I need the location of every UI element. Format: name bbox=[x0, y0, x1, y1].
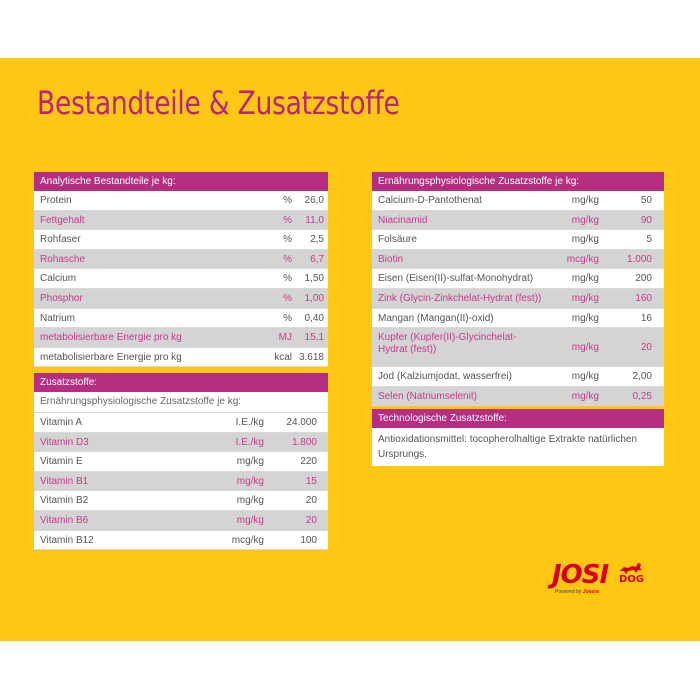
technological-additives-table bbox=[372, 409, 664, 466]
table-row bbox=[372, 387, 664, 407]
row-value: 26,0 bbox=[304, 195, 324, 206]
analytical-table-header: Analytische Bestandteile je kg: bbox=[34, 172, 328, 191]
row-unit: % bbox=[283, 234, 292, 246]
row-unit: mg/kg bbox=[236, 495, 264, 507]
logo-dog-text: DOG bbox=[619, 574, 645, 585]
table-row bbox=[34, 250, 328, 270]
row-name: Mangan (Mangan(II)-oxid) bbox=[378, 312, 494, 324]
table-row bbox=[372, 269, 664, 289]
row-unit: mg/kg bbox=[236, 475, 264, 487]
row-unit: % bbox=[283, 273, 292, 285]
row-name: Jod (Kalziumjodat, wasserfrei) bbox=[378, 371, 512, 383]
row-unit: mg/kg bbox=[571, 214, 599, 226]
row-name: Vitamin A bbox=[40, 417, 83, 428]
row-name: Folsäure bbox=[378, 234, 417, 246]
row-name: Calcium-D-Pantothenat bbox=[378, 195, 482, 206]
row-unit: mg/kg bbox=[571, 273, 599, 285]
table-row bbox=[372, 250, 664, 270]
table-row bbox=[372, 191, 664, 211]
row-name: Vitamin B1 bbox=[40, 475, 89, 487]
row-name: Vitamin E bbox=[40, 456, 83, 468]
table-row bbox=[34, 491, 328, 511]
technological-additives-text: Antioxidationsmittel: tocopherolhaltige Extrakte natürlichen Ursprungs. bbox=[372, 428, 664, 466]
row-value: 2,00 bbox=[632, 371, 652, 383]
additives-table bbox=[34, 373, 328, 550]
table-row bbox=[34, 230, 328, 250]
row-unit: I.E./kg bbox=[235, 417, 264, 428]
row-unit: mg/kg bbox=[236, 514, 264, 526]
row-name: Niacinamid bbox=[378, 214, 428, 226]
row-name: Vitamin B6 bbox=[40, 514, 89, 526]
row-name: Selen (Natriumselenit) bbox=[378, 390, 477, 402]
table-row bbox=[372, 367, 664, 387]
table-row bbox=[34, 348, 328, 368]
table-row bbox=[34, 472, 328, 492]
dog-silhouette-icon bbox=[618, 561, 644, 575]
row-unit: mg/kg bbox=[571, 390, 599, 402]
table-row bbox=[372, 328, 664, 367]
row-name: Rohasche bbox=[40, 253, 86, 265]
row-value: 11,0 bbox=[305, 214, 324, 226]
table-row bbox=[34, 452, 328, 472]
table-row bbox=[34, 191, 328, 211]
row-value: 1,00 bbox=[304, 292, 324, 304]
table-row bbox=[372, 230, 664, 250]
row-unit: % bbox=[283, 292, 292, 304]
row-value: 2,5 bbox=[310, 234, 324, 246]
row-value: 0,25 bbox=[632, 390, 652, 402]
row-unit: % bbox=[283, 195, 292, 206]
row-name: Zink (Glycin-Zinkchelat-Hydrat (fest)) bbox=[378, 292, 542, 304]
additives-table-subheader: Ernährungsphysiologische Zusatzstoffe je kg: bbox=[34, 392, 328, 413]
row-value: 20 bbox=[640, 342, 652, 354]
row-value: 20 bbox=[305, 495, 317, 507]
table-row bbox=[34, 433, 328, 453]
row-value: 90 bbox=[640, 214, 652, 226]
row-value: 1,50 bbox=[304, 273, 324, 285]
row-unit: mg/kg bbox=[571, 195, 599, 206]
row-unit: kcal bbox=[274, 351, 292, 363]
row-name: Protein bbox=[40, 195, 72, 206]
table-row bbox=[372, 211, 664, 231]
nutritional-additives-table bbox=[372, 172, 664, 406]
row-name: Natrium bbox=[40, 312, 76, 324]
row-unit: mcg/kg bbox=[231, 534, 264, 546]
row-unit: % bbox=[283, 312, 292, 324]
row-value: 20 bbox=[305, 514, 317, 526]
row-unit: I.E./kg bbox=[235, 436, 264, 448]
row-value: 5 bbox=[646, 234, 652, 246]
row-name: Kupfer (Kupfer(II)-Glycinchelat-Hydrat (fest)) bbox=[378, 332, 517, 356]
row-name: Biotin bbox=[378, 253, 404, 265]
row-unit: mg/kg bbox=[571, 371, 599, 383]
row-name: Rohfaser bbox=[40, 234, 81, 246]
row-name: Vitamin D3 bbox=[40, 436, 89, 448]
table-row bbox=[34, 328, 328, 348]
row-value: 50 bbox=[640, 195, 652, 206]
additives-table-header: Zusatzstoffe: bbox=[34, 373, 328, 392]
logo-wordmark: JOSI bbox=[552, 560, 609, 590]
row-name: Vitamin B2 bbox=[40, 495, 89, 507]
powered-by-text: Powered by Josera bbox=[555, 589, 599, 595]
row-value: 24.000 bbox=[286, 417, 317, 428]
row-unit: MJ bbox=[278, 332, 292, 344]
row-unit: mg/kg bbox=[571, 342, 599, 354]
row-value: 15 bbox=[305, 475, 317, 487]
row-name: Vitamin B12 bbox=[40, 534, 94, 546]
table-row bbox=[34, 269, 328, 289]
row-value: 200 bbox=[635, 273, 652, 285]
row-value: 160 bbox=[635, 292, 652, 304]
row-unit: % bbox=[283, 214, 292, 226]
row-unit: mg/kg bbox=[236, 456, 264, 468]
row-unit: mg/kg bbox=[571, 234, 599, 246]
row-name: Eisen (Eisen(II)-sulfat-Monohydrat) bbox=[378, 273, 534, 285]
row-unit: % bbox=[283, 253, 292, 265]
row-value: 3.618 bbox=[298, 351, 324, 363]
row-value: 100 bbox=[300, 534, 317, 546]
row-unit: mcg/kg bbox=[566, 253, 599, 265]
technological-table-header: Technologische Zusatzstoffe: bbox=[372, 409, 664, 428]
row-name: metabolisierbare Energie pro kg bbox=[40, 332, 182, 344]
row-unit: mg/kg bbox=[571, 292, 599, 304]
row-name: metabolisierbare Energie pro kg bbox=[40, 351, 182, 363]
row-value: 15,1 bbox=[304, 332, 324, 344]
table-row bbox=[372, 309, 664, 329]
table-row bbox=[34, 309, 328, 329]
row-value: 1.000 bbox=[626, 253, 652, 265]
table-row bbox=[34, 289, 328, 309]
josidog-logo bbox=[552, 560, 645, 595]
row-name: Phosphor bbox=[40, 292, 83, 304]
row-name: Calcium bbox=[40, 273, 77, 285]
page-title: Bestandteile & Zusatzstoffe bbox=[37, 84, 400, 122]
row-value: 220 bbox=[300, 456, 317, 468]
row-value: 16 bbox=[640, 312, 652, 324]
table-row bbox=[34, 413, 328, 433]
row-unit: mg/kg bbox=[571, 312, 599, 324]
row-value: 1.800 bbox=[291, 436, 317, 448]
table-row bbox=[372, 289, 664, 309]
analytical-constituents-table bbox=[34, 172, 328, 367]
nutritional-table-header: Ernährungsphysiologische Zusatzstoffe je kg: bbox=[372, 172, 664, 191]
row-value: 6,7 bbox=[310, 253, 324, 265]
table-row bbox=[34, 511, 328, 531]
table-row bbox=[34, 211, 328, 231]
row-name: Fettgehalt bbox=[40, 214, 85, 226]
table-row bbox=[34, 531, 328, 551]
row-value: 0,40 bbox=[304, 312, 324, 324]
